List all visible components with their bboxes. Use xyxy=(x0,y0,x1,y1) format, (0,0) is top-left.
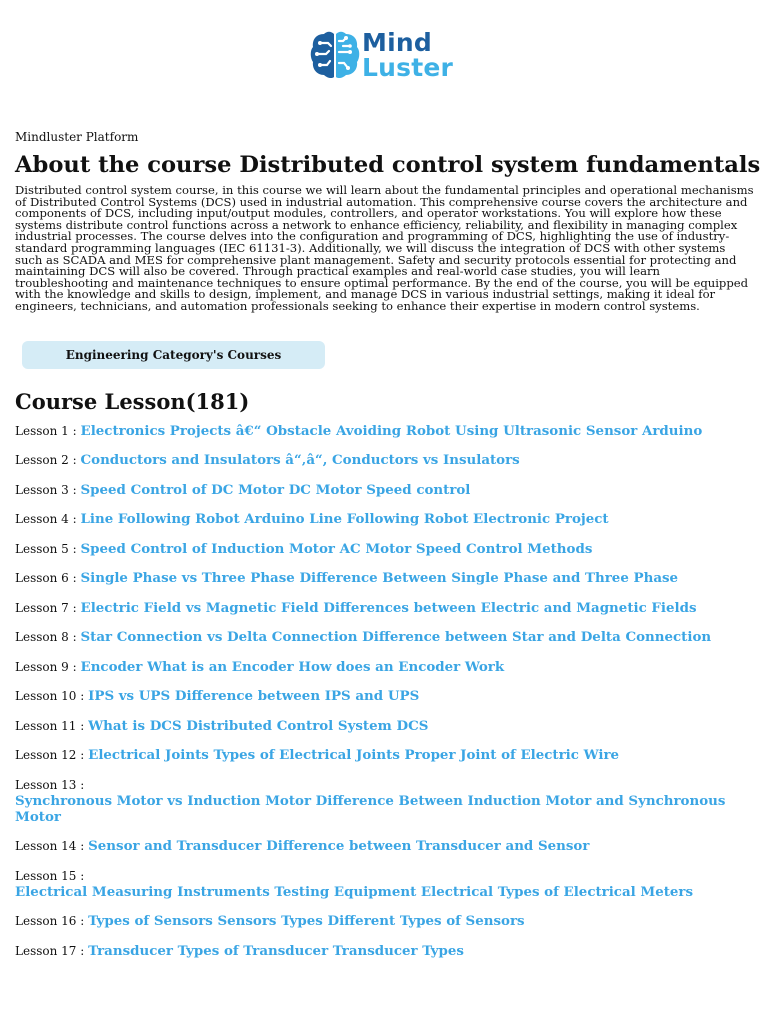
lesson-item xyxy=(15,570,755,586)
lesson-item xyxy=(15,423,755,439)
lesson-number: Lesson 4 : xyxy=(15,512,77,527)
lessons-heading: Course Lesson(181) xyxy=(15,388,250,414)
lesson-number: Lesson 7 : xyxy=(15,600,77,615)
lesson-link[interactable]: Speed Control of DC Motor DC Motor Speed control xyxy=(80,481,471,498)
lesson-item xyxy=(15,943,755,959)
lesson-link[interactable]: Transducer Types of Transducer Transducer Types xyxy=(88,942,464,959)
lesson-link[interactable]: Encoder What is an Encoder How does an Encoder Work xyxy=(80,658,505,675)
lesson-number: Lesson 5 : xyxy=(15,541,77,556)
lesson-number: Lesson 15 : xyxy=(15,868,85,883)
lesson-number: Lesson 8 : xyxy=(15,630,77,645)
lesson-item xyxy=(15,541,755,557)
lesson-item xyxy=(15,688,755,704)
lesson-number: Lesson 1 : xyxy=(15,423,77,438)
lesson-number: Lesson 3 : xyxy=(15,482,77,497)
logo-wordmark xyxy=(362,30,453,80)
lesson-link[interactable]: Speed Control of Induction Motor AC Motor Speed Control Methods xyxy=(80,540,593,557)
lesson-item xyxy=(15,452,755,468)
engineering-category-button[interactable]: Engineering Category's Courses xyxy=(22,341,325,369)
lesson-link[interactable]: Electric Field vs Magnetic Field Differences between Electric and Magnetic Fields xyxy=(80,599,697,616)
brain-circuit-icon xyxy=(310,28,360,82)
lesson-item xyxy=(15,777,755,825)
lesson-item xyxy=(15,718,755,734)
lesson-number: Lesson 10 : xyxy=(15,689,85,704)
lesson-number: Lesson 2 : xyxy=(15,453,77,468)
course-description: Distributed control system course, in this course we will learn about the fundamental principles and operational mechanisms of Distributed Control Systems (DCS) used in industrial automation. This comprehensive course covers the architecture and components of DCS, including input/output modules, controllers, and operator workstations. You will explore how these systems distribute control functions across a network to enhance efficiency, reliability, and flexibility in managing complex industrial processes. The course delves into the configuration and programming of DCS, highlighting the use of industry-standard programming languages (IEC 61131-3). Additionally, we will discuss the integration of DCS with other systems such as SCADA and MES for comprehensive plant management. Safety and security protocols essential for protecting and maintaining DCS will also be covered. Through practical examples and real-world case studies, you will learn troubleshooting and maintenance techniques to ensure optimal performance. By the end of the course, you will be equipped with the knowledge and skills to design, implement, and manage DCS in various industrial settings, making it ideal for engineers, technicians, and automation professionals seeking to enhance their expertise in modern control systems. xyxy=(15,183,754,313)
main-content xyxy=(15,130,761,972)
lesson-number: Lesson 14 : xyxy=(15,839,85,854)
lesson-link[interactable]: Electronics Projects â€“ Obstacle Avoiding Robot Using Ultrasonic Sensor Arduino xyxy=(80,422,703,439)
lesson-link[interactable]: Conductors and Insulators â“‚â“, Conductors vs Insulators xyxy=(80,452,520,469)
lesson-number: Lesson 9 : xyxy=(15,659,77,674)
platform-label: Mindluster Platform xyxy=(15,130,139,144)
lesson-link[interactable]: Electrical Joints Types of Electrical Joints Proper Joint of Electric Wire xyxy=(88,747,620,764)
page-title: About the course Distributed control system fundamentals xyxy=(15,152,761,178)
lesson-list xyxy=(15,423,755,959)
lesson-number: Lesson 16 : xyxy=(15,914,85,929)
lesson-number: Lesson 11 : xyxy=(15,718,85,733)
lesson-link[interactable]: Star Connection vs Delta Connection Difference between Star and Delta Connection xyxy=(80,629,712,646)
lesson-item xyxy=(15,747,755,763)
lesson-link[interactable]: Sensor and Transducer Difference between Transducer and Sensor xyxy=(88,838,590,855)
logo-word-luster: Luster xyxy=(362,53,454,82)
lesson-link[interactable]: Single Phase vs Three Phase Difference Between Single Phase and Three Phase xyxy=(80,570,679,587)
lesson-item xyxy=(15,482,755,498)
lesson-item xyxy=(15,868,755,900)
logo-word-mind: Mind xyxy=(362,28,432,57)
mindluster-logo[interactable] xyxy=(310,26,453,84)
lesson-item xyxy=(15,838,755,854)
lesson-link[interactable]: What is DCS Distributed Control System DCS xyxy=(88,717,429,734)
lesson-number: Lesson 17 : xyxy=(15,943,85,958)
lesson-link[interactable]: IPS vs UPS Difference between IPS and UPS xyxy=(88,688,420,705)
lesson-item xyxy=(15,600,755,616)
lesson-link[interactable]: Line Following Robot Arduino Line Following Robot Electronic Project xyxy=(80,511,609,528)
lesson-number: Lesson 13 : xyxy=(15,777,85,792)
lesson-link[interactable]: Types of Sensors Sensors Types Different Types of Sensors xyxy=(88,913,525,930)
lesson-item xyxy=(15,629,755,645)
lesson-link[interactable]: Synchronous Motor vs Induction Motor Difference Between Induction Motor and Synchronous Motor xyxy=(15,792,726,825)
lesson-number: Lesson 12 : xyxy=(15,748,85,763)
lesson-item xyxy=(15,913,755,929)
lesson-item xyxy=(15,511,755,527)
lesson-number: Lesson 6 : xyxy=(15,571,77,586)
lesson-item xyxy=(15,659,755,675)
lesson-link[interactable]: Electrical Measuring Instruments Testing Equipment Electrical Types of Electrical Meters xyxy=(15,883,694,900)
